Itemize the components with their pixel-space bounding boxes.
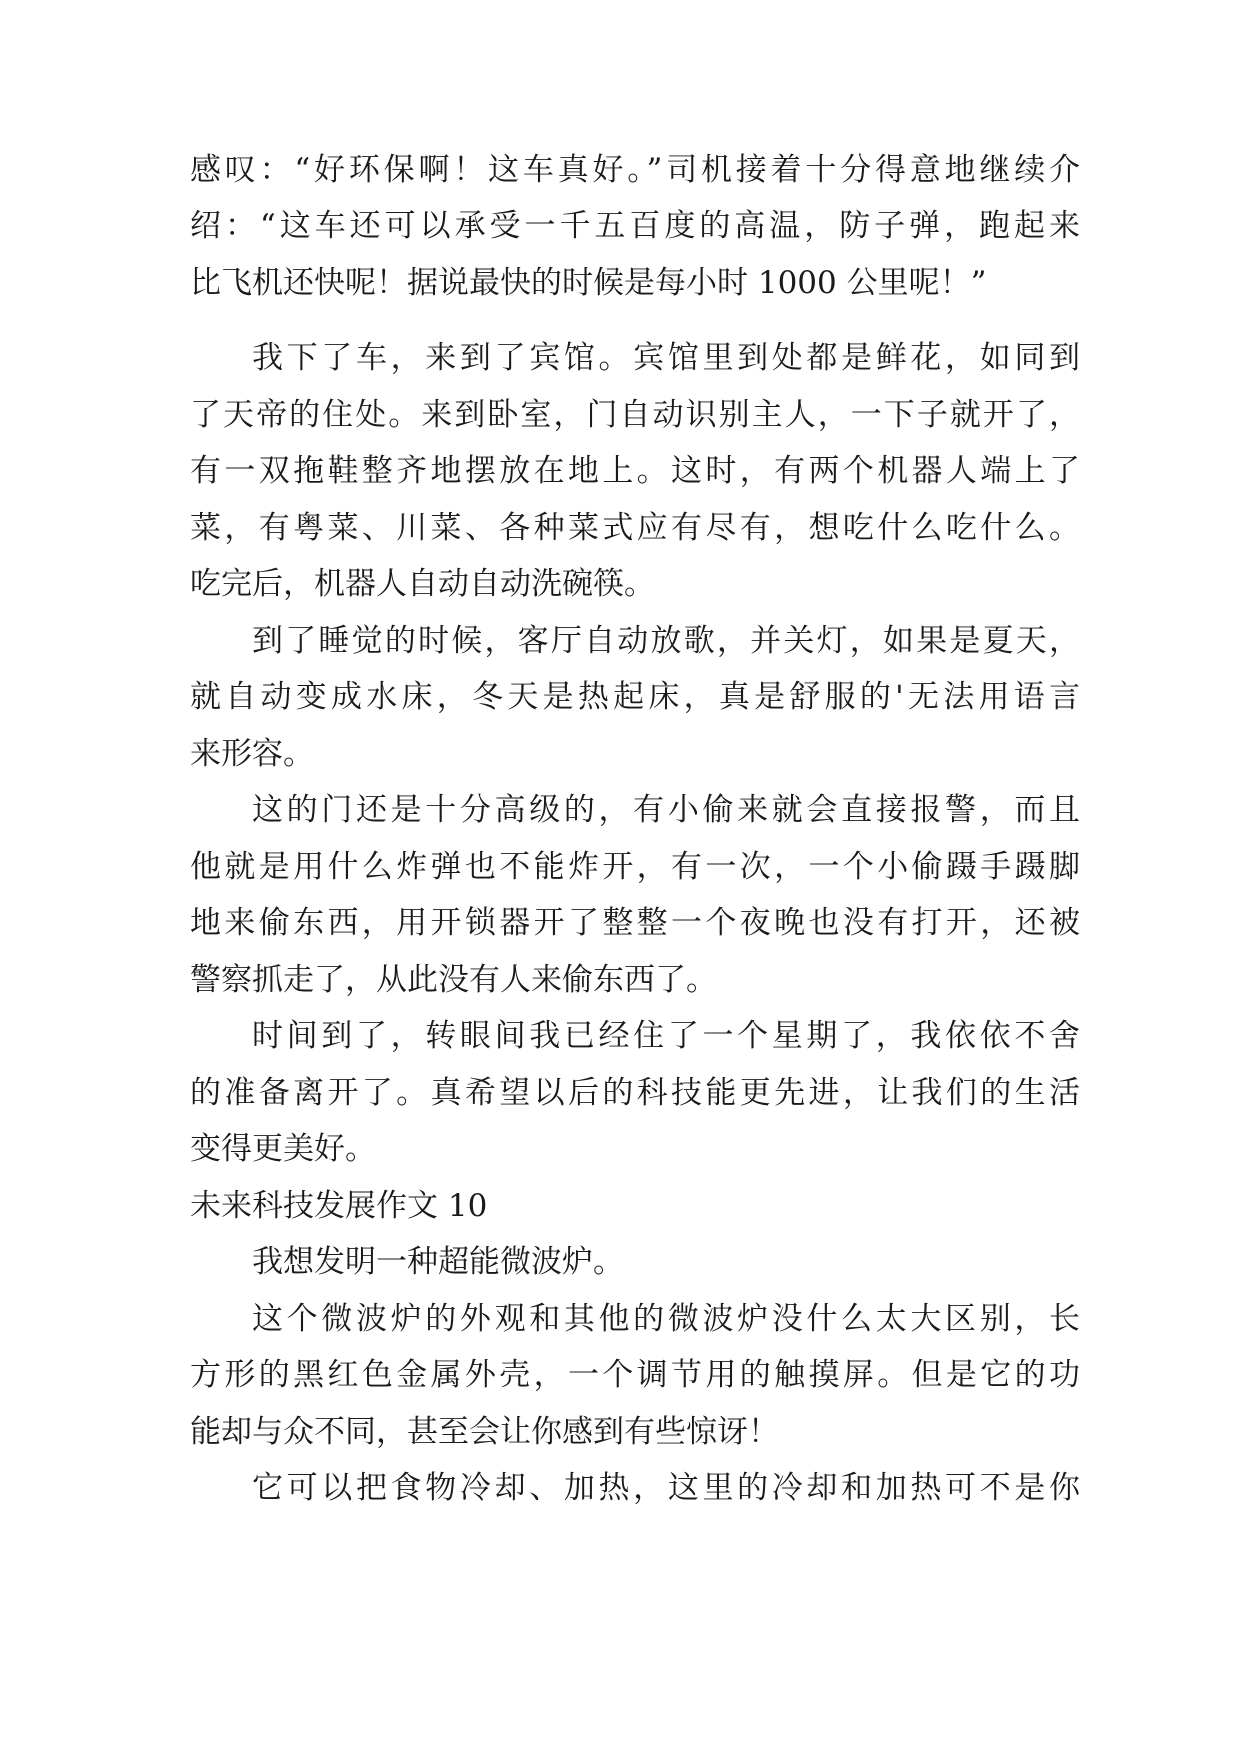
paragraph-first-line: 这个微波炉的外观和其他的微波炉没什么太大区别，长 — [252, 1301, 1080, 1337]
text-line: 感叹：“好环保啊！这车真好。”司机接着十分得意地继续介 — [190, 152, 1080, 188]
text-line: 来形容。 — [190, 736, 314, 772]
text-line: 就自动变成水床，冬天是热起床，真是舒服的'无法用语言 — [190, 679, 1080, 715]
paragraph-first-line: 它可以把食物冷却、加热，这里的冷却和加热可不是你 — [252, 1470, 1080, 1506]
paragraph-first-line: 我下了车，来到了宾馆。宾馆里到处都是鲜花，如同到 — [252, 340, 1080, 376]
text-line: 绍：“这车还可以承受一千五百度的高温，防子弹，跑起来 — [190, 208, 1080, 244]
paragraph-first-line: 时间到了，转眼间我已经住了一个星期了，我依依不舍 — [252, 1018, 1080, 1054]
text-line: 比飞机还快呢！据说最快的时候是每小时 1000 公里呢！” — [190, 265, 987, 301]
paragraph-first-line: 我想发明一种超能微波炉。 — [252, 1244, 624, 1280]
text-line: 菜，有粤菜、川菜、各种菜式应有尽有，想吃什么吃什么。 — [190, 510, 1080, 546]
paragraph-first-line: 到了睡觉的时候，客厅自动放歌，并关灯，如果是夏天， — [252, 623, 1080, 659]
text-line: 吃完后，机器人自动自动洗碗筷。 — [190, 566, 655, 602]
section-heading: 未来科技发展作文 10 — [190, 1188, 488, 1224]
text-line: 有一双拖鞋整齐地摆放在地上。这时，有两个机器人端上了 — [190, 453, 1080, 489]
text-line: 地来偷东西，用开锁器开了整整一个夜晚也没有打开，还被 — [190, 905, 1080, 941]
text-line: 的准备离开了。真希望以后的科技能更先进，让我们的生活 — [190, 1075, 1080, 1111]
paragraph-first-line: 这的门还是十分高级的，有小偷来就会直接报警，而且 — [252, 792, 1080, 828]
text-line: 变得更美好。 — [190, 1131, 376, 1167]
text-line: 能却与众不同，甚至会让你感到有些惊讶！ — [190, 1414, 779, 1450]
text-line: 了天帝的住处。来到卧室，门自动识别主人，一下子就开了， — [190, 397, 1080, 433]
text-line: 他就是用什么炸弹也不能炸开，有一次，一个小偷蹑手蹑脚 — [190, 849, 1080, 885]
text-line: 警察抓走了，从此没有人来偷东西了。 — [190, 962, 717, 998]
text-line: 方形的黑红色金属外壳，一个调节用的触摸屏。但是它的功 — [190, 1357, 1080, 1393]
